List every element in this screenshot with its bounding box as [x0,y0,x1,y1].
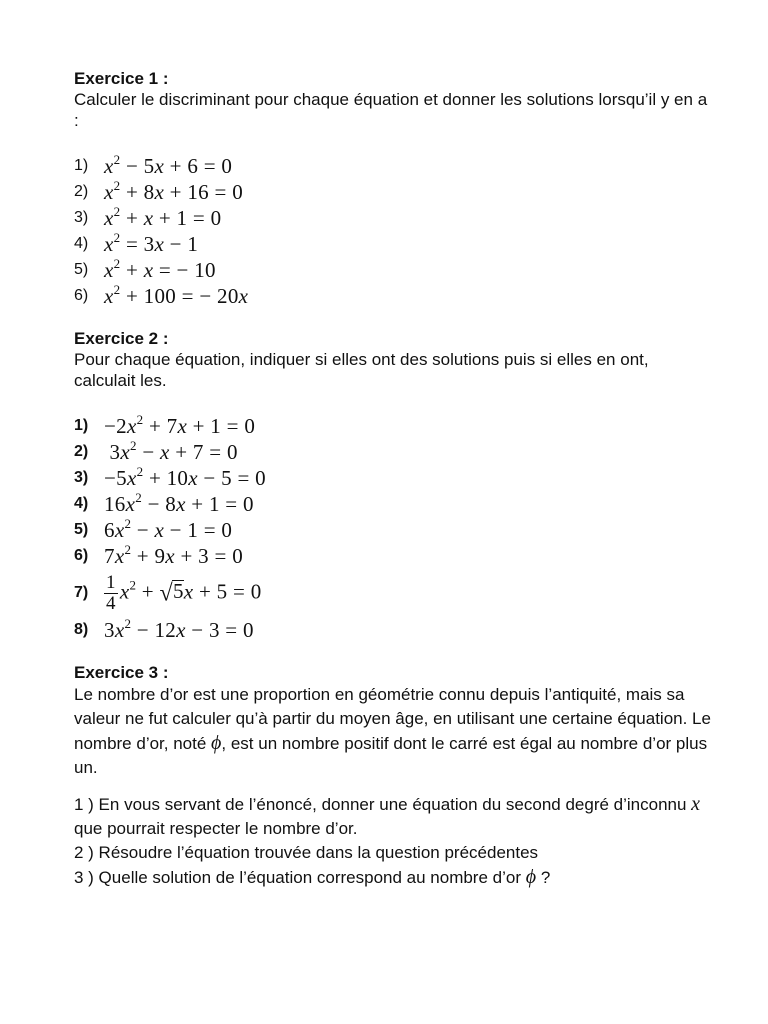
equation: $-2x^2 + 7x + 1 = 0$ [104,411,256,438]
item-number: 3) [74,469,89,486]
phi-symbol: ϕ [211,732,222,754]
exercise-3-title: Exercice 3 : [74,663,169,682]
equation-item [74,153,714,179]
question-3 [74,865,714,890]
exercise-3-intro [74,683,714,780]
equation: $\frac{1}{4}$ $x^2 + √5x + 5 = 0$ [106,571,262,614]
fraction: $\frac{1}{4}$ [106,571,116,614]
equation-item [74,617,714,643]
variable-x: x [691,793,701,815]
equation-item [74,569,714,617]
equation: $-5x^2 + 10x - 5 = 0$ [104,463,266,490]
phi-symbol: ϕ [525,866,537,888]
question-text: que pourrait respecter le nombre d’or. [74,819,358,838]
item-number: 8) [74,621,89,638]
question-text: 1 ) En vous servant de l’énoncé, donner une équation du second degré d’inconnu [74,795,692,814]
question-text: ? [536,868,551,887]
equation: $x^2 - 5x + 6 = 0$ [104,151,233,178]
item-number: 2) [74,443,89,460]
exercise-1 [74,68,714,309]
equation-item [74,465,714,491]
equation-item [74,231,714,257]
equation: $x^2 + 8x + 16 = 0$ [104,177,243,204]
item-number: 5) [74,261,89,278]
exercise-2-title: Exercice 2 : [74,329,169,348]
equation-item [74,439,714,465]
item-number: 1) [74,417,89,434]
item-number: 2) [74,183,89,200]
item-number: 1) [74,157,89,174]
exercise-1-intro: Calculer le discriminant pour chaque équation et donner les solutions lorsqu’il y en a : [74,90,708,130]
equation-item [74,283,714,309]
equation: $x^2 + 100$ = − 20x [104,281,249,308]
exercise-2 [74,328,714,643]
equation-item [74,179,714,205]
equation: $6x^2 - x - 1 = 0$ [104,515,233,542]
exercise-1-title: Exercice 1 : [74,69,169,88]
item-number: 6) [74,287,89,304]
equation: $7x^2 + 9x + 3 = 0$ [104,541,244,568]
intro-text: , est un nombre positif dont le carré est égal au nombre d’or plus un. [74,734,708,777]
item-number: 7) [74,584,89,601]
equation-item [74,543,714,569]
equation-item [74,517,714,543]
equation-item [74,491,714,517]
item-number: 4) [74,235,89,252]
exercise-2-equations [74,413,714,643]
equation-item [74,413,714,439]
equation: $x^2 + x$ = − 10 [104,255,216,282]
equation: $16x^2 - 8x + 1 = 0$ [104,489,254,516]
intro-text: Le nombre d’or est une proportion en géométrie connu depuis l’antiquité, mais sa valeur ne fut calculer qu’à partir du moyen âge, en utilisant une certaine équation. Le nombre d’or, noté [74,685,711,753]
exercise-2-intro: Pour chaque équation, indiquer si elles ont des solutions puis si elles en ont, calculait les. [74,350,649,390]
item-number: 6) [74,547,89,564]
equation: $x^2 = 3x - 1$ [104,229,199,256]
item-number: 3) [74,209,89,226]
equation: $3x^2 - x + 7 = 0$ [104,437,238,464]
question-1 [74,792,714,841]
question-2: 2 ) Résoudre l’équation trouvée dans la question précédentes [74,843,539,862]
equation: $3x^2 - 12x - 3 = 0$ [104,615,254,642]
item-number: 4) [74,495,89,512]
equation: $x^2 + x + 1 = 0$ [104,203,222,230]
exercise-3 [74,662,714,890]
item-number: 5) [74,521,89,538]
question-text: 3 ) Quelle solution de l’équation correspond au nombre d’or [74,868,526,887]
document-page [74,68,714,890]
exercise-1-equations [74,153,714,309]
equation-item [74,205,714,231]
equation-item [74,257,714,283]
